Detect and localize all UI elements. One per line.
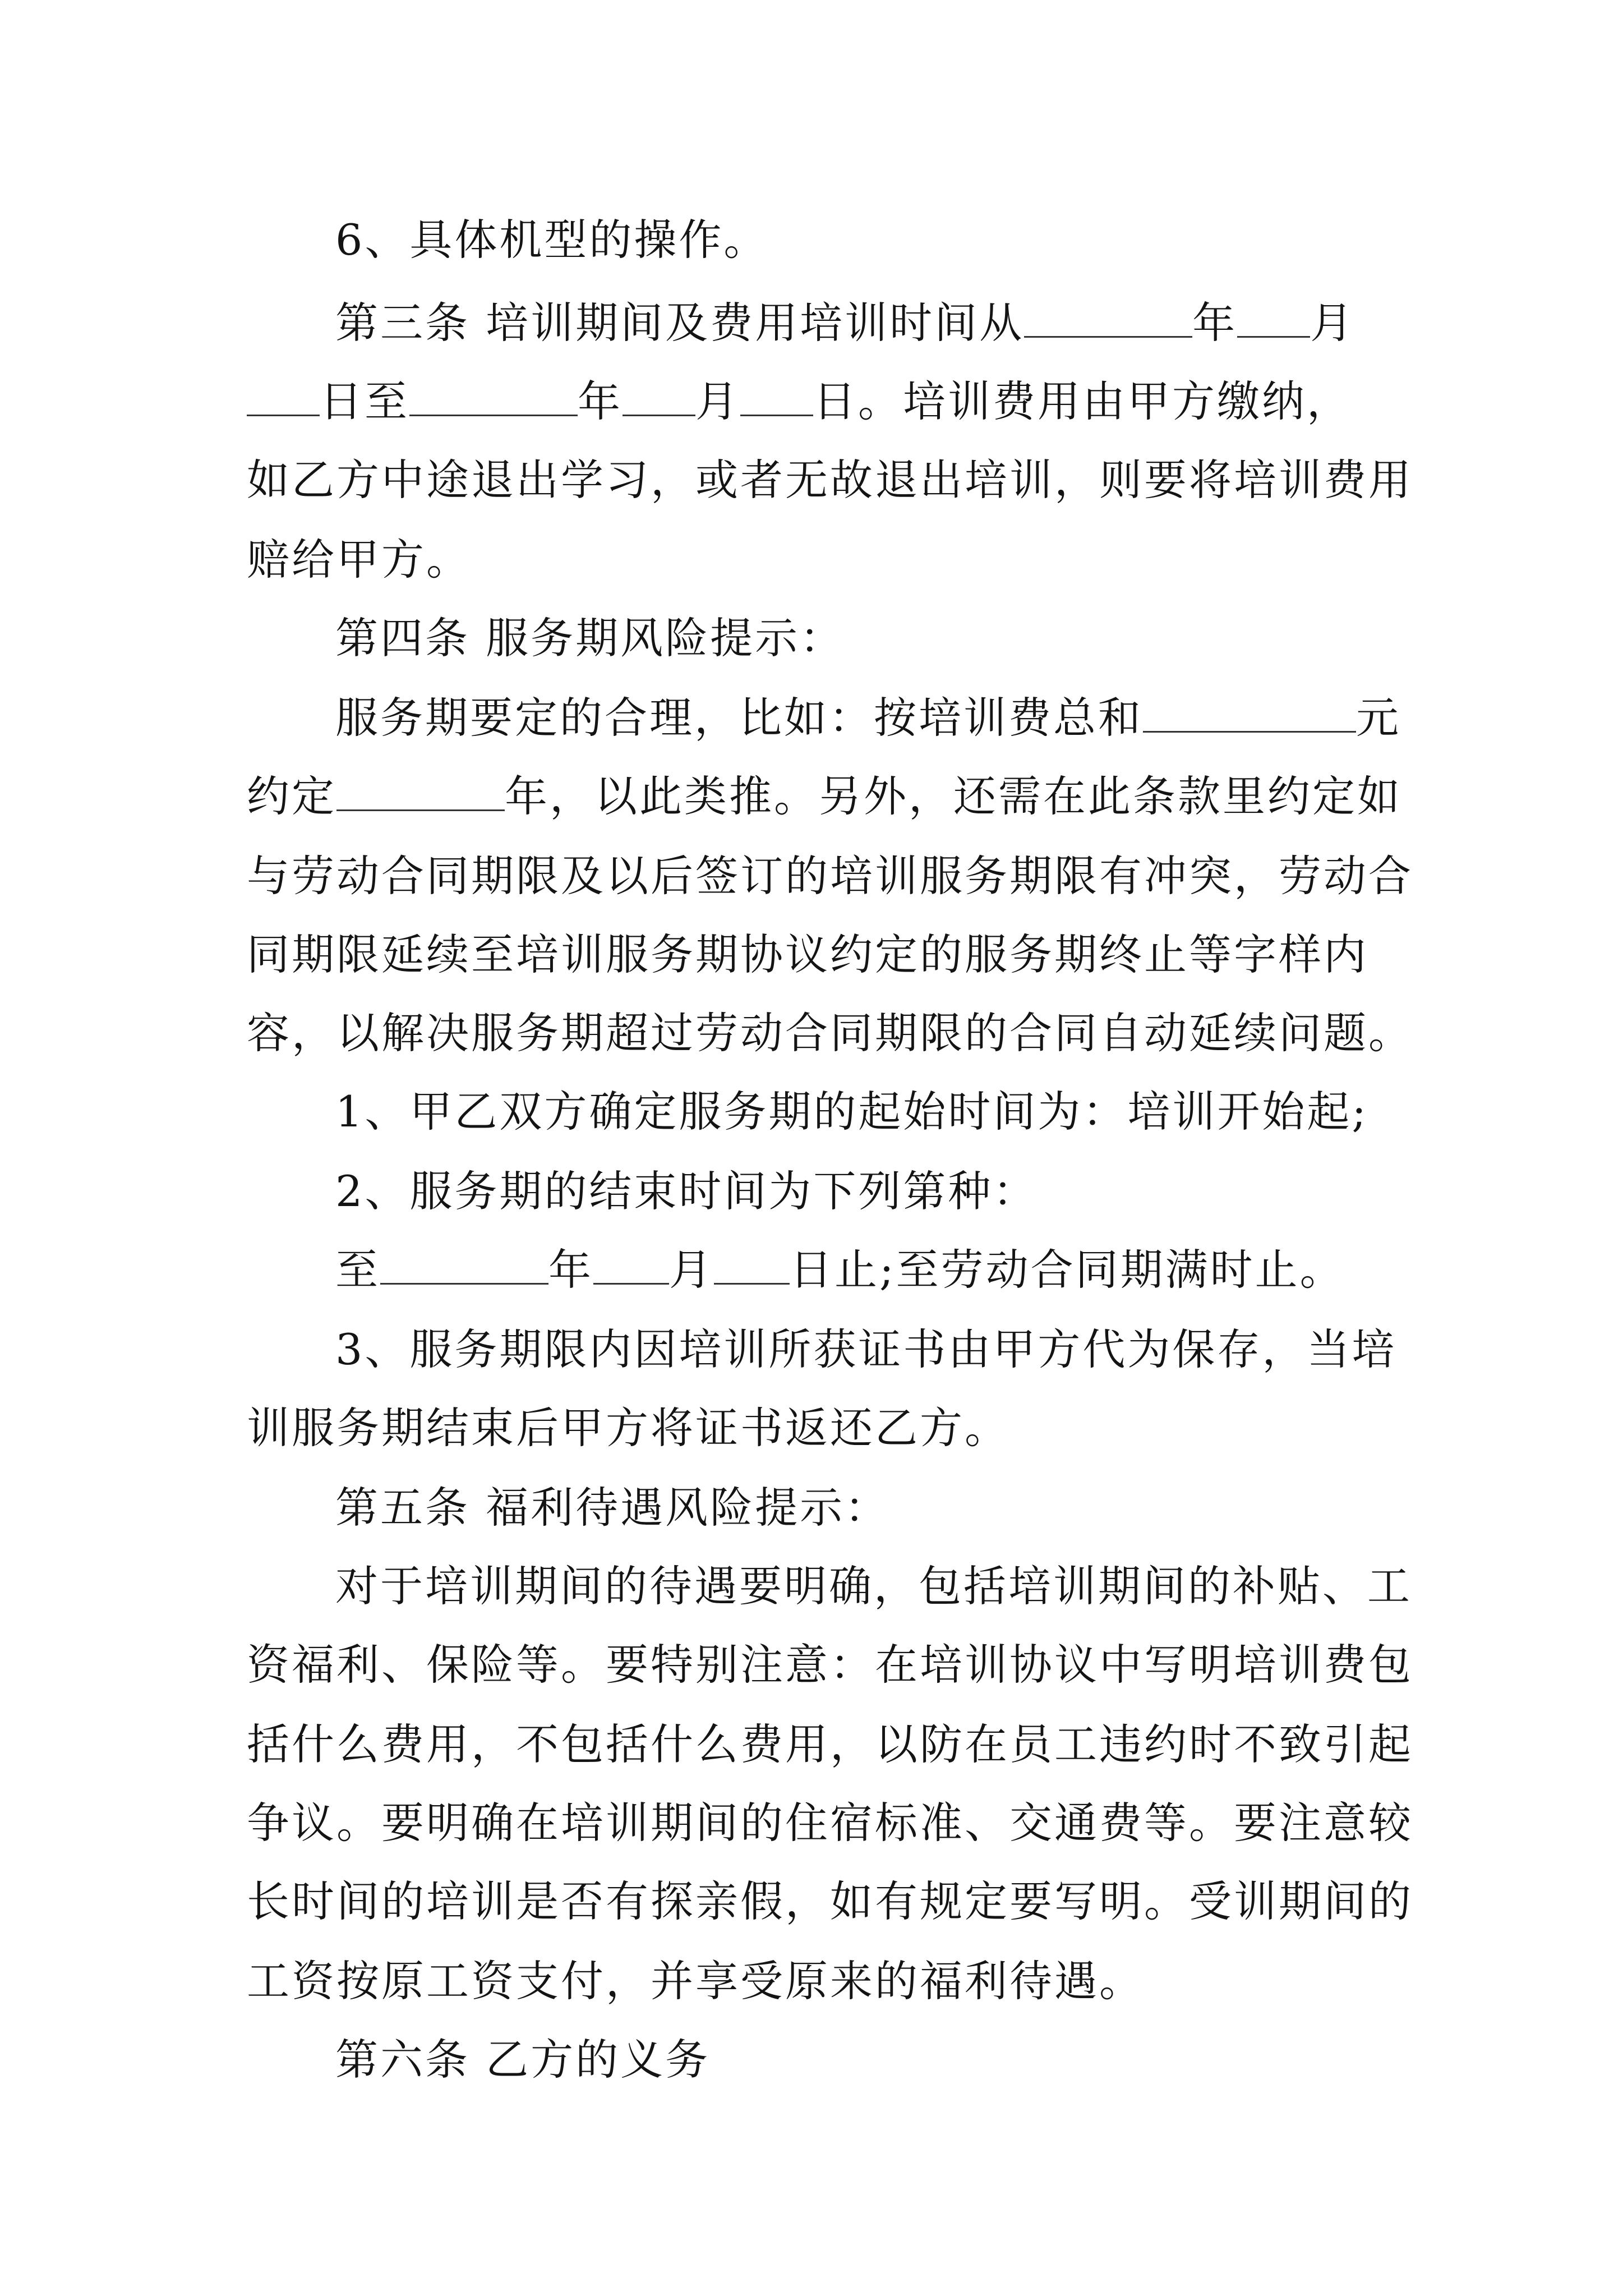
text-line: 长时间的培训是否有探亲假，如有规定要写明。受训期间的	[247, 1876, 1413, 1926]
paragraph-line	[247, 849, 1413, 903]
text-line: 年，以此类推。另外，还需在此条款里约定如	[505, 771, 1402, 821]
fill-in-blank	[623, 375, 695, 416]
fill-in-blank	[593, 1244, 669, 1285]
text-line: 容，以解决服务期超过劳动合同期限的合同自动延续问题。	[247, 1008, 1413, 1058]
text-line: 资福利、保险等。要特别注意：在培训协议中写明培训费包	[247, 1640, 1413, 1690]
text-line: 月	[695, 376, 740, 426]
text-line: 1、甲乙双方确定服务期的起始时间为：培训开始起;	[335, 1087, 1368, 1137]
fill-in-blank	[247, 375, 320, 416]
text-line: 年	[548, 1245, 593, 1295]
fill-in-blank	[740, 375, 813, 416]
fill-in-blank	[336, 770, 505, 811]
clause-item-1	[335, 1085, 1368, 1139]
text-line: 年	[1192, 298, 1238, 348]
paragraph-line	[247, 928, 1368, 982]
clause-item-2	[335, 1165, 1038, 1218]
article-5-heading	[335, 1481, 889, 1535]
paragraph-line	[247, 1875, 1413, 1929]
paragraph-line	[247, 1006, 1413, 1060]
clause-item-6	[335, 213, 768, 267]
text-line: 第五条 福利待遇风险提示：	[335, 1483, 890, 1533]
text-line: 第三条 培训期间及费用培训时间从	[335, 298, 1025, 348]
text-line: 训服务期结束后甲方将证书返还乙方。	[247, 1403, 1009, 1453]
text-line: 年	[578, 376, 623, 426]
paragraph-line	[247, 770, 1402, 823]
paragraph-line	[247, 1718, 1413, 1772]
fill-in-blank	[380, 1244, 548, 1285]
text-line: 括什么费用，不包括什么费用，以防在员工违约时不致引起	[247, 1719, 1413, 1769]
fill-in-blank	[1237, 297, 1310, 338]
paragraph-line	[247, 453, 1413, 507]
text-line: 赔给甲方。	[247, 535, 471, 585]
paragraph-line	[247, 1401, 1009, 1455]
text-line: 3、服务期限内因培训所获证书由甲方代为保存，当培	[335, 1324, 1397, 1374]
text-line: 对于培训期间的待遇要明确，包括培训期间的补贴、工	[335, 1561, 1412, 1611]
fill-in-blank	[1024, 297, 1192, 338]
text-line: 同期限延续至培训服务期协议约定的服务期终止等字样内	[247, 930, 1368, 979]
article-4-heading	[335, 611, 845, 665]
text-line: 服务期要定的合理，比如：按培训费总和	[335, 693, 1143, 743]
clause-item-3	[335, 1323, 1396, 1377]
paragraph-line	[247, 375, 1352, 429]
text-line: 如乙方中途退出学习，或者无故退出培训，则要将培训费用	[247, 455, 1413, 505]
text-line: 至	[335, 1245, 380, 1295]
text-line: 元	[1356, 693, 1401, 743]
paragraph-line	[247, 1796, 1413, 1850]
text-line: 日止;至劳动合同期满时止。	[790, 1245, 1345, 1295]
text-line: 约定	[247, 771, 336, 821]
text-line: 第六条 乙方的义务	[335, 2035, 711, 2085]
text-line: 日至	[320, 376, 409, 426]
article-6-heading	[335, 2033, 710, 2087]
text-line: 日。培训费用由甲方缴纳，	[813, 376, 1352, 426]
text-line: 第四条 服务期风险提示：	[335, 613, 845, 663]
paragraph-line	[335, 1243, 1345, 1297]
paragraph-line	[247, 1954, 1144, 2008]
text-line: 月	[669, 1245, 714, 1295]
text-line: 工资按原工资支付，并享受原来的福利待遇。	[247, 1956, 1144, 2006]
fill-in-blank	[714, 1244, 790, 1285]
text-line: 争议。要明确在培训期间的住宿标准、交通费等。要注意较	[247, 1798, 1413, 1848]
text-line: 月	[1310, 298, 1355, 348]
text-line: 2、服务期的结束时间为下列第种：	[335, 1166, 1038, 1216]
article-3-heading	[335, 296, 1355, 350]
fill-in-blank	[409, 375, 578, 416]
fill-in-blank	[1143, 692, 1356, 733]
paragraph-line	[247, 1638, 1413, 1692]
text-line: 与劳动合同期限及以后签订的培训服务期限有冲突，劳动合	[247, 851, 1413, 901]
text-line: 6、具体机型的操作。	[335, 215, 769, 265]
paragraph-line	[247, 533, 471, 587]
paragraph-line	[335, 1559, 1412, 1613]
paragraph-line	[335, 691, 1401, 745]
